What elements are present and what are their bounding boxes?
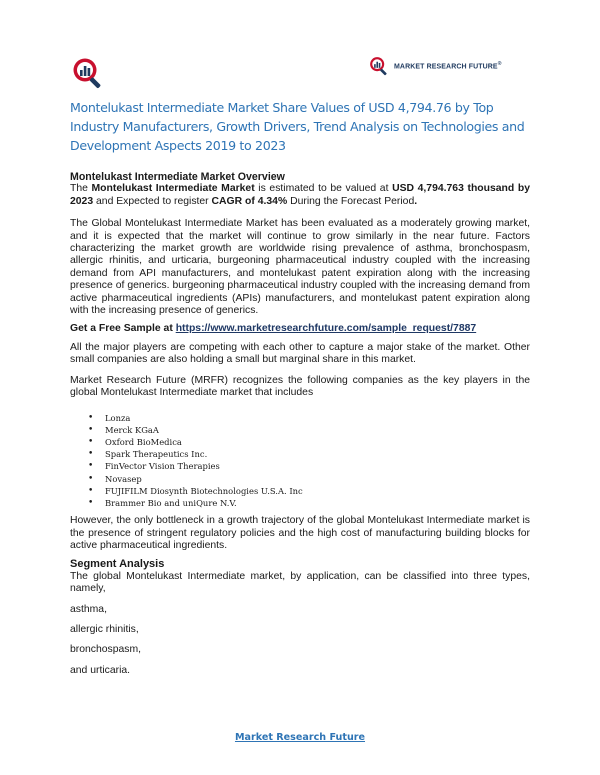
list-item: • Lonza [105, 412, 530, 424]
list-item: • Novasep [105, 473, 530, 485]
list-item: • Spark Therapeutics Inc. [105, 448, 530, 460]
brand-name: MARKET RESEARCH FUTURE® [394, 61, 502, 71]
list-item: • FUJIFILM Diosynth Biotechnologies U.S.A. Inc [105, 485, 530, 497]
segment-intro: The global Montelukast Intermediate market, by application, can be classified into three types, namely, [70, 570, 530, 595]
free-sample-line: Get a Free Sample at https://www.marketresearchfuture.com/sample_request/7887 [70, 323, 477, 335]
footer [0, 727, 600, 745]
application-item: allergic rhinitis, [70, 623, 139, 635]
mrfr-logo-right [368, 55, 502, 77]
list-item: • Oxford BioMedica [105, 436, 530, 448]
segment-heading: Segment Analysis [70, 558, 165, 571]
page-title: Montelukast Intermediate Market Share Values of USD 4,794.76 by Top Industry Manufacturers, Growth Drivers, Trend Analysis on Technologies and Development Aspects 2019 to 2023 [70, 100, 525, 153]
mrfr-logo-left [70, 55, 106, 91]
players-paragraph: All the major players are competing with each other to capture a major stake of the market. Other small companies are also holding a small but marginal share in this market. [70, 341, 530, 366]
registered-mark: ® [497, 61, 502, 68]
application-item: and urticaria. [70, 664, 131, 676]
overview-paragraph-1: The Montelukast Intermediate Market is estimated to be valued at USD 4,794.763 thousand by 2023 and Expected to register CAGR of 4.34% During the Forecast Period. [70, 183, 530, 207]
footer-link[interactable]: Market Research Future [234, 732, 366, 743]
magnifier-chart-icon [70, 55, 106, 91]
bottleneck-paragraph: However, the only bottleneck in a growth trajectory of the global Montelukast Intermediate market is the presence of stringent regulatory policies and the high cost of manufacturing building blocks for active pharmaceutical ingredients. [70, 515, 530, 551]
company-list [70, 412, 530, 510]
sample-request-link[interactable]: https://www.marketresearchfuture.com/sample_request/7887 [175, 323, 477, 335]
application-item: asthma, [70, 603, 107, 615]
list-item: • Merck KGaA [105, 424, 530, 436]
list-item: • Brammer Bio and uniQure N.V. [105, 497, 530, 509]
key-players-intro: Market Research Future (MRFR) recognizes the following companies as the key players in the global Montelukast Intermediate market that includes [70, 374, 530, 399]
list-item: • FinVector Vision Therapies [105, 460, 530, 472]
magnifier-chart-icon [368, 55, 390, 77]
article-body [70, 171, 530, 685]
application-item: bronchospasm, [70, 644, 142, 656]
overview-paragraph-2: The Global Montelukast Intermediate Market has been evaluated as a moderately growing market, and it is expected that the market will continue to grow similarly in the near future. Factors characterizing the market growth are worldwide rising prevalence of asthma, bronchospasm, allergic rhinitis, and urticaria, burgeoning pharmaceutical industry coupled with the increasing demand from API manufacturers, and montelukast patent expiration along with the increasing presence of generics. burgeoning pharmaceutical industry coupled with the increasing demand from active pharmaceutical ingredients (APIs) manufacturers, and montelukast patent expiration along with the increasing presence of generics. [70, 218, 530, 317]
overview-heading: Montelukast Intermediate Market Overview [70, 171, 285, 183]
